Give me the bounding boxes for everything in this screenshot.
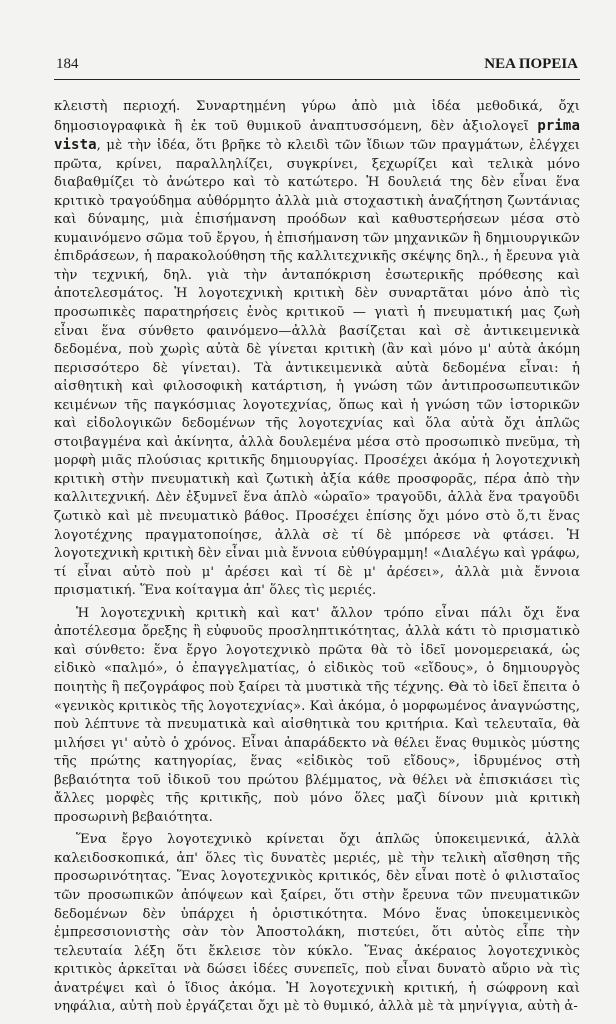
page-header	[54, 56, 580, 80]
running-title: ΝΕΑ ΠΟΡΕΙΑ	[484, 56, 578, 72]
body-text	[54, 98, 580, 1017]
paragraph-2: Ἡ λογοτεχνικὴ κριτικὴ καὶ κατ' ἄλλον τρόπο εἶναι πάλι ὄχι ἕνα ἀποτέλεσμα ὄρεξης ἢ εὐφυοῦς προσληπτικότητας, ἀλλὰ κάτι τὸ πρισματικὸ καὶ σύνθετο: ἕνα ἔργο λογοτεχνικὸ πρῶτα θὰ τὸ ἰδεῖ μονομερειακά, ὡς εἰδικὸ «παλμό», ὁ ἐπαγγελματίας, ὁ εἰδικὸς τοῦ «εἴδους», ὁ δημιουργὸς ποιητὴς ἢ πεζογράφος ποὺ ξαίρει τὰ μυστικὰ τῆς τέχνης. Θὰ τὸ ἰδεῖ ἔπειτα ὁ «γενικὸς κριτικὸς τῆς λογοτεχνίας». Καὶ ἀκόμα, ὁ μορφωμένος ἀναγνώστης, ποὺ λέπτυνε τὰ πνευματικὰ καὶ αἰσθητικὰ του κριτήρια. Καὶ τελευταῖα, θὰ μιλήσει γι' αὐτὸ ὁ χρόνος. Εἶναι ἀπαράδεκτο νὰ θέλει ἕνας θυμικὸς μύστης τῆς πρώτης κατηγορίας, ἕνας «εἰδικὸς τοῦ εἴδους», ἱδρυμένος στὴ βεβαιότητα τοῦ ἰδικοῦ του πρώτου βλέμματος, νὰ θέλει νὰ ἐπισκιάσει τὶς ἄλλες μορφὲς τῆς κριτικῆς, ποὺ μόνο ὅλες μαζὶ δίνουν μιὰ κριτικὴ προσωρινὴ βεβαιότητα.	[54, 605, 580, 825]
paragraph-1-text-b: , μὲ τὴν ἰδέα, ὅτι βρῆκε τὸ κλειδὶ τῶν ἴδιων τῶν πραγμάτων, ἐλέγχει πρῶτα, κρίνει, παραλληλίζει, συγκρίνει, ξεχωρίζει καὶ τελικὰ μόνο διαβαθμίζει τὸ ἀνώτερο καὶ τὸ κατώτερο. Ἡ δουλειά της δὲν εἶναι ἕνα κριτικὸ τραγούδημα αὐθόρμητο ἀλλὰ μιὰ στοχαστικὴ ἀναζήτηση ζωντάνιας καὶ δύναμης, μιὰ ἐπισήμανση προόδων καὶ καθυστερήσεων μέσα στὸ κυμαινόμενο σῶμα τοῦ ἔργου, ἡ ἐπισήμανση τῶν μηχανικῶν ἢ δημιουργικῶν ἐπιδράσεων, ἡ παρακολούθηση τῆς καλλιτεχνικῆς σκέψης δηλ., ἡ ἔρευνα γιὰ τὴν τεχνική, δηλ. γιὰ τὴν ἀνταπόκριση ἐσωτερικῆς πρόθεσης καὶ ἀποτελεσμάτος. Ἡ λογοτεχνικὴ κριτικὴ δὲν συναρτᾶται μόνο ἀπὸ τὶς προσωπικὲς παρατηρήσεις ἑνὸς κριτικοῦ — γιατὶ ἡ πνευματική μας ζωὴ εἶναι ἕνα σύνθετο φαινόμενο—ἀλλὰ βασίζεται καὶ σὲ ἀντικειμενικὰ δεδομένα, ποὺ χωρὶς αὐτὰ δὲ γίνεται κριτικὴ (ἂν καὶ μόνο μ' αὐτὰ ἀκόμη περισσότερο δὲ γίνεται). Τὰ ἀντικειμενικὰ αὐτὰ δεδομένα εἶναι: ἡ αἰσθητικὴ καὶ φιλοσοφικὴ κατάρτιση, ἡ γνώση τῶν ἀντιπροσωπευτικῶν κειμένων τῆς παγκόσμιας λογοτεχνίας, ὅπως καὶ ἡ γνώση τῶν ἱστορικῶν καὶ εἰδολογικῶν δεδομένων τῆς λογοτεχνίας καὶ ὅλα αὐτὰ ὄχι ἁπλῶς στοιβαγμένα καὶ ἀκίνητα, ἀλλὰ δουλεμένα μέσα στὸ προσωπικὸ πνεῦμα, τὴ μορφὴ μιᾶς πλούσιας κριτικῆς δημιουργίας. Προσέχει ἀκόμα ἡ λογοτεχνικὴ κριτικὴ στὴν πνευματικὴ καὶ ζωτικὴ ἀξία κάθε προσφορᾶς, πέρα ἀπὸ τὴν καλλιτεχνική. Δὲν ἐξυμνεῖ ἕνα ἁπλὸ «ὡραῖο» τραγοῦδι, ἀλλὰ ἕνα τραγοῦδι ζωτικὸ καὶ μὲ πνευματικὸ βάθος. Προσέχει ἐπίσης ὄχι μόνο στὸ ὅ,τι ἕνας λογοτέχνης πραγματοποίησε, ἀλλὰ σὲ τί δὲ μπόρεσε νὰ φτάσει. Ἡ λογοτεχνικὴ κριτικὴ δὲν εἶναι μιὰ ἔννοια εὐθύγραμμη! «Διαλέγω καὶ γράφω, τί εἶναι αὐτὸ ποὺ μ' ἀρέσει καὶ τί δὲ μ' ἀρέσει», ἀλλὰ μιὰ ἔννοια πρισματική. Ἕνα κοίταγμα ἀπ' ὅλες τὶς μεριές.	[54, 138, 580, 599]
paragraph-1	[54, 98, 580, 601]
page-number: 184	[56, 56, 79, 72]
paragraph-1-text-a: κλειστὴ περιοχή. Συναρτημένη γύρω ἀπὸ μιὰ ἰδέα μεθοδικά, ὄχι δημοσιογραφικὰ ἢ ἐκ τοῦ θυμικοῦ ἀναπτυσσόμενη, δὲν ἀξιολογεῖ	[54, 99, 580, 134]
paragraph-3: Ἕνα ἔργο λογοτεχνικὸ κρίνεται ὄχι ἁπλῶς ὑποκειμενικά, ἀλλὰ καλειδοσκοπικά, ἀπ' ὅλες τὶς δυνατὲς μεριές, μὲ τὴν τελικὴ αἴσθηση τῆς προσωρινότητας. Ἕνας λογοτεχνικὸς κριτικός, δὲν εἶναι ποτὲ ὁ φιλισταῖος τῶν προσωπικῶν ἀπόψεων καὶ ξαίρει, ὅτι στὴν ἔρευνα τῶν πνευματικῶν δεδομένων δὲν ὑπάρχει ἡ ὁριστικότητα. Μόνο ἕνας ὑποκειμενικὸς ἐμπρεσσιονιστὴς σὰν τὸν Ἀποστολάκη, πιστεύει, ὅτι αὐτὸς εἶπε τὴν τελευταία λέξη ὅτι ἔκλεισε τὸν κύκλο. Ἕνας ἀκέραιος λογοτεχνικὸς κριτικὸς ἀρκεῖται νὰ δώσει ἰδέες συνεπεῖς, ποὺ εἶναι δυνατὸ αὔριο νὰ τὶς ἀνατρέψει καὶ ὁ ἴδιος ἀκόμα. Ἡ λογοτεχνικὴ κριτική, ἡ σώφρονη καὶ νηφάλια, αὐτὴ ποὺ ἐργάζεται ὄχι μὲ τὸ θυμικό, ἀλλὰ μὲ τὰ μηνίγγια, αὐτὴ ἀ-	[54, 832, 580, 1015]
emphasis-phrase: prima vista	[54, 117, 580, 154]
